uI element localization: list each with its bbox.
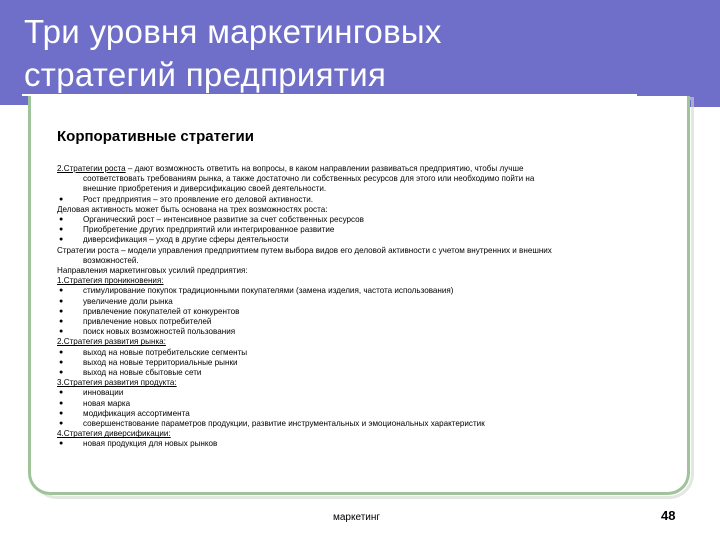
bullet-text: диверсификация – уход в другие сферы деятельности	[83, 235, 289, 245]
text-line	[57, 164, 669, 174]
bullet-text: Рост предприятия – это проявление его деловой активности.	[83, 194, 313, 204]
bullet-text: выход на новые сбытовые сети	[83, 368, 202, 378]
bullet-icon: ●	[59, 287, 64, 295]
bullet-item	[57, 225, 669, 235]
bullet-item	[57, 297, 669, 307]
bullet-icon: ●	[59, 420, 64, 428]
continuation-line: возможностей.	[83, 255, 139, 265]
bullet-item	[57, 215, 669, 225]
bullet-text: модификация ассортимента	[83, 408, 190, 418]
text-line-rest: – дают возможность ответить на вопросы, в каком направлении развиваться предприятию, чтобы лучше	[125, 164, 524, 173]
continuation-line: соответствовать требованиям рынка, а также достаточно ли собственных ресурсов для этого или необходимо пойти на	[83, 174, 535, 184]
body-text	[57, 164, 669, 450]
bullet-text: выход на новые потребительские сегменты	[83, 347, 248, 357]
bullet-text: совершенствование параметров продукции, развитие инструментальных и эмоциональных характеристик	[83, 419, 485, 429]
bullet-text: Приобретение других предприятий или интегрированное развитие	[83, 225, 335, 235]
bullet-text: привлечение новых потребителей	[83, 317, 212, 327]
bullet-text: выход на новые территориальные рынки	[83, 357, 238, 367]
bullet-icon: ●	[59, 195, 64, 203]
bullet-text: поиск новых возможностей пользования	[83, 327, 236, 337]
strategy-heading: 3.Стратегия развития продукта:	[57, 378, 177, 388]
text-line: Деловая активность может быть основана на трех возможностях роста:	[57, 204, 328, 214]
continuation-line: внешние приобретения и диверсификацию своей деятельности.	[83, 184, 327, 194]
bullet-item	[57, 388, 669, 398]
strategy-heading: 2.Стратегия развития рынка:	[57, 337, 166, 347]
page-number: 48	[661, 508, 676, 523]
bullet-icon: ●	[59, 236, 64, 244]
bullet-item	[57, 286, 669, 296]
bullet-text: увеличение доли рынка	[83, 296, 173, 306]
bullet-item	[57, 307, 669, 317]
bullet-item	[57, 195, 669, 205]
bullet-text: новая продукция для новых рынков	[83, 439, 218, 449]
bullet-icon: ●	[59, 399, 64, 407]
slide-title	[24, 10, 442, 96]
bullet-item	[57, 439, 669, 449]
text-line: Направления маркетинговых усилий предприятия:	[57, 266, 248, 276]
bullet-item	[57, 419, 669, 429]
footer-label: маркетинг	[333, 512, 381, 523]
bullet-icon: ●	[59, 348, 64, 356]
bullet-text: инновации	[83, 388, 124, 398]
bullet-item	[57, 317, 669, 327]
bullet-item	[57, 348, 669, 358]
bullet-item	[57, 327, 669, 337]
bullet-icon: ●	[59, 216, 64, 224]
bullet-icon: ●	[59, 409, 64, 417]
bullet-icon: ●	[59, 318, 64, 326]
slide-title-line-1: Три уровня маркетинговых	[24, 13, 442, 50]
bullet-text: новая марка	[83, 398, 131, 408]
bullet-text: Органический рост – интенсивное развитие за счет собственных ресурсов	[83, 215, 364, 225]
bullet-item	[57, 409, 669, 419]
bullet-item	[57, 399, 669, 409]
bullet-item	[57, 368, 669, 378]
bullet-icon: ●	[59, 297, 64, 305]
bullet-icon: ●	[59, 369, 64, 377]
bullet-item	[57, 358, 669, 368]
strategy-heading: 2.Стратегии роста	[57, 164, 126, 173]
strategy-heading: 1.Стратегия проникновения:	[57, 276, 164, 286]
bullet-icon: ●	[59, 226, 64, 234]
bullet-item	[57, 235, 669, 245]
bullet-icon: ●	[59, 358, 64, 366]
bullet-icon: ●	[59, 307, 64, 315]
bullet-text: стимулирование покупок традиционными покупателями (замена изделия, частота использования)	[83, 286, 454, 296]
bullet-icon: ●	[59, 328, 64, 336]
text-line: Стратегии роста – модели управления предприятием путем выбора видов его деловой активности с учетом внутренних и внешних	[57, 245, 552, 255]
strategy-heading: 4.Стратегия диверсификации:	[57, 429, 171, 439]
slide-title-line-2: стратегий предприятия	[24, 56, 387, 93]
bullet-icon: ●	[59, 389, 64, 397]
bullet-text: привлечение покупателей от конкурентов	[83, 306, 240, 316]
header-tab-decoration	[690, 6, 720, 107]
bullet-icon: ●	[59, 440, 64, 448]
section-subtitle: Корпоративные стратегии	[57, 128, 254, 145]
